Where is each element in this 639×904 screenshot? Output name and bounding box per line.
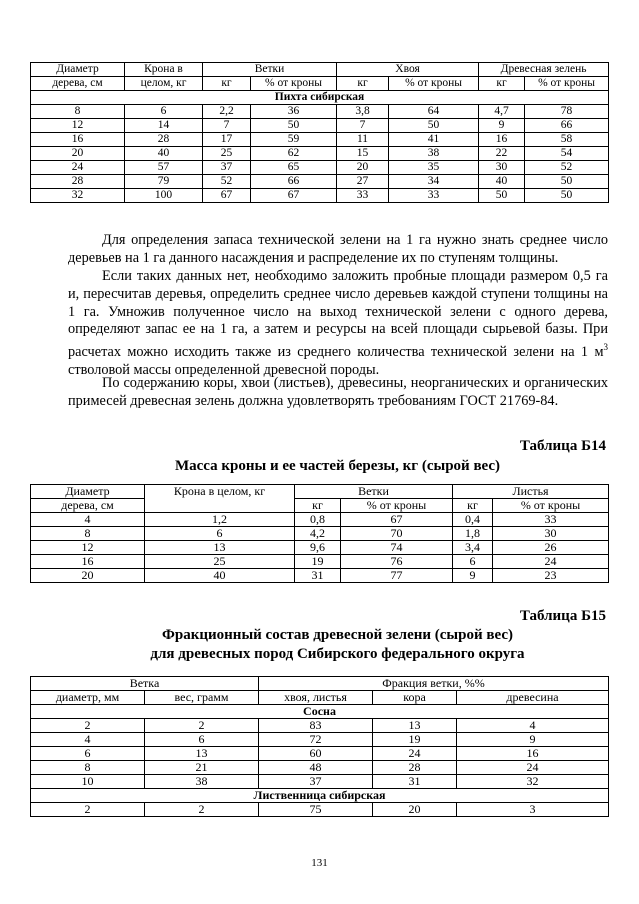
table-cell: 13 bbox=[145, 747, 259, 761]
table-cell: 67 bbox=[341, 513, 453, 527]
table-cell: 75 bbox=[259, 803, 373, 817]
table-cell: 50 bbox=[525, 175, 609, 189]
table-cell: 38 bbox=[389, 147, 479, 161]
table-cell: 36 bbox=[251, 105, 337, 119]
table-row bbox=[31, 105, 609, 119]
table-cell: 28 bbox=[373, 761, 457, 775]
b14-subheader-kg: кг bbox=[453, 499, 493, 513]
table-cell: 13 bbox=[145, 541, 295, 555]
table-cell: 27 bbox=[337, 175, 389, 189]
b14-subheader-kg: кг bbox=[295, 499, 341, 513]
table-cell: 9,6 bbox=[295, 541, 341, 555]
table-cell: 22 bbox=[479, 147, 525, 161]
table-cell: 11 bbox=[337, 133, 389, 147]
subheader-kg: кг bbox=[203, 77, 251, 91]
table-cell: 67 bbox=[251, 189, 337, 203]
table-cell: 6 bbox=[145, 733, 259, 747]
table-cell: 28 bbox=[31, 175, 125, 189]
table-cell: 70 bbox=[341, 527, 453, 541]
table-cell: 54 bbox=[525, 147, 609, 161]
table-row bbox=[31, 189, 609, 203]
b15-weight-header: вес, грамм bbox=[145, 691, 259, 705]
table-cell: 4 bbox=[31, 733, 145, 747]
table-cell: 31 bbox=[373, 775, 457, 789]
table-row bbox=[31, 161, 609, 175]
table-cell: 3,4 bbox=[453, 541, 493, 555]
b14-subheader-pct: % от кроны bbox=[493, 499, 609, 513]
table-cell: 19 bbox=[295, 555, 341, 569]
col-greenery-header: Древесная зелень bbox=[479, 63, 609, 77]
subheader-pct: % от кроны bbox=[389, 77, 479, 91]
table-cell: 65 bbox=[251, 161, 337, 175]
table-cell: 9 bbox=[479, 119, 525, 133]
table-cell: 8 bbox=[31, 761, 145, 775]
table-cell: 17 bbox=[203, 133, 251, 147]
b15-fraction-header: Фракция ветки, %% bbox=[259, 677, 609, 691]
table-b15-title-2: для древесных пород Сибирского федерального округа bbox=[150, 646, 525, 662]
table-cell: 25 bbox=[145, 555, 295, 569]
table-cell: 7 bbox=[337, 119, 389, 133]
table-cell: 19 bbox=[373, 733, 457, 747]
table-cell: 24 bbox=[493, 555, 609, 569]
table-cell: 8 bbox=[31, 105, 125, 119]
birch-table bbox=[30, 484, 609, 583]
table-cell: 20 bbox=[373, 803, 457, 817]
col-crown-header-2: целом, кг bbox=[125, 77, 203, 91]
table-cell: 24 bbox=[31, 161, 125, 175]
table-cell: 64 bbox=[389, 105, 479, 119]
table-row bbox=[31, 555, 609, 569]
table-cell: 16 bbox=[479, 133, 525, 147]
paragraph-1: Для определения запаса технической зелени на 1 га нужно знать среднее число деревьев на 1 га данного насаждения и распределение их по ступеням толщины. bbox=[68, 232, 608, 266]
b14-leaves-header: Листья bbox=[453, 485, 609, 499]
table-cell: 77 bbox=[341, 569, 453, 583]
table-cell: 31 bbox=[295, 569, 341, 583]
table-row bbox=[31, 775, 609, 789]
table-cell: 16 bbox=[457, 747, 609, 761]
table-cell: 60 bbox=[259, 747, 373, 761]
subheader-pct: % от кроны bbox=[251, 77, 337, 91]
b14-diameter-header: Диаметр bbox=[31, 485, 145, 499]
b14-subheader-pct: % от кроны bbox=[341, 499, 453, 513]
table-cell: 33 bbox=[337, 189, 389, 203]
table-cell: 20 bbox=[31, 569, 145, 583]
table-cell: 59 bbox=[251, 133, 337, 147]
table-cell: 23 bbox=[493, 569, 609, 583]
table-cell: 25 bbox=[203, 147, 251, 161]
table-cell: 6 bbox=[125, 105, 203, 119]
table-cell: 32 bbox=[457, 775, 609, 789]
table-cell: 40 bbox=[479, 175, 525, 189]
paragraph-3: По содержанию коры, хвои (листьев), древесины, неорганических и органических примесей древесная зелень должна удовлетворять требованиям ГОСТ 21769-84. bbox=[68, 375, 608, 409]
fir-table bbox=[30, 62, 609, 203]
section-pine: Сосна bbox=[31, 705, 609, 719]
table-cell: 4 bbox=[31, 513, 145, 527]
table-row bbox=[31, 513, 609, 527]
table-b15-title-1: Фракционный состав древесной зелени (сырой вес) bbox=[162, 627, 513, 643]
table-row bbox=[31, 747, 609, 761]
table-cell: 6 bbox=[453, 555, 493, 569]
table-cell: 35 bbox=[389, 161, 479, 175]
table-cell: 66 bbox=[251, 175, 337, 189]
table-cell: 72 bbox=[259, 733, 373, 747]
b15-wood-header: древесина bbox=[457, 691, 609, 705]
table-cell: 12 bbox=[31, 541, 145, 555]
col-needles-header: Хвоя bbox=[337, 63, 479, 77]
table-cell: 52 bbox=[525, 161, 609, 175]
table-row bbox=[31, 569, 609, 583]
table-cell: 13 bbox=[373, 719, 457, 733]
paragraph-2-text-end: стволовой массы определенной древесной породы. bbox=[68, 361, 380, 378]
table-cell: 32 bbox=[31, 189, 125, 203]
col-branches-header: Ветки bbox=[203, 63, 337, 77]
table-cell: 9 bbox=[453, 569, 493, 583]
table-cell: 4,7 bbox=[479, 105, 525, 119]
table-row bbox=[31, 803, 609, 817]
b15-diameter-header: диаметр, мм bbox=[31, 691, 145, 705]
table-row bbox=[31, 119, 609, 133]
subheader-kg: кг bbox=[479, 77, 525, 91]
paragraph-2-text: Если таких данных нет, необходимо заложить пробные площади размером 0,5 га и, пересчитав деревья, определить среднее число деревьев каждой ступени толщины на 1 га. Умножив полученное число на выход технической зелени с одного дерева, определяют запас ее на 1 га, а затем и ресурсы на всей площади сырьевой базы. При расчетах можно исходить также из среднего количества технической зелени на 1 м bbox=[68, 268, 608, 360]
section-fir: Пихта сибирская bbox=[31, 91, 609, 105]
table-cell: 6 bbox=[145, 527, 295, 541]
table-row bbox=[31, 133, 609, 147]
table-row bbox=[31, 175, 609, 189]
table-cell: 66 bbox=[525, 119, 609, 133]
fraction-table bbox=[30, 676, 609, 817]
table-cell: 40 bbox=[145, 569, 295, 583]
table-cell: 67 bbox=[203, 189, 251, 203]
paragraph-2 bbox=[68, 268, 608, 380]
table-cell: 7 bbox=[203, 119, 251, 133]
table-row bbox=[31, 527, 609, 541]
table-cell: 2 bbox=[145, 719, 259, 733]
table-cell: 2,2 bbox=[203, 105, 251, 119]
table-cell: 40 bbox=[125, 147, 203, 161]
table-cell: 76 bbox=[341, 555, 453, 569]
table-cell: 28 bbox=[125, 133, 203, 147]
table-cell: 100 bbox=[125, 189, 203, 203]
table-row bbox=[31, 733, 609, 747]
table-cell: 3 bbox=[457, 803, 609, 817]
table-cell: 79 bbox=[125, 175, 203, 189]
table-cell: 9 bbox=[457, 733, 609, 747]
table-cell: 2 bbox=[31, 803, 145, 817]
table-cell: 4 bbox=[457, 719, 609, 733]
table-cell: 30 bbox=[493, 527, 609, 541]
col-crown-header: Крона в bbox=[125, 63, 203, 77]
table-row bbox=[31, 761, 609, 775]
table-b15-label: Таблица Б15 bbox=[519, 608, 606, 624]
table-cell: 12 bbox=[31, 119, 125, 133]
table-cell: 41 bbox=[389, 133, 479, 147]
table-cell: 6 bbox=[31, 747, 145, 761]
table-cell: 15 bbox=[337, 147, 389, 161]
table-cell: 52 bbox=[203, 175, 251, 189]
table-cell: 20 bbox=[31, 147, 125, 161]
table-cell: 48 bbox=[259, 761, 373, 775]
table-cell: 50 bbox=[525, 189, 609, 203]
b14-crown-header: Крона в целом, кг bbox=[145, 485, 295, 513]
table-cell: 26 bbox=[493, 541, 609, 555]
table-cell: 16 bbox=[31, 555, 145, 569]
table-cell: 58 bbox=[525, 133, 609, 147]
table-cell: 3,8 bbox=[337, 105, 389, 119]
table-row bbox=[31, 719, 609, 733]
col-diameter-header-2: дерева, см bbox=[31, 77, 125, 91]
table-cell: 37 bbox=[259, 775, 373, 789]
table-cell: 50 bbox=[251, 119, 337, 133]
table-cell: 0,8 bbox=[295, 513, 341, 527]
table-cell: 2 bbox=[31, 719, 145, 733]
table-cell: 33 bbox=[389, 189, 479, 203]
table-cell: 24 bbox=[373, 747, 457, 761]
table-cell: 24 bbox=[457, 761, 609, 775]
table-cell: 83 bbox=[259, 719, 373, 733]
b14-diameter-header-2: дерева, см bbox=[31, 499, 145, 513]
table-cell: 33 bbox=[493, 513, 609, 527]
table-cell: 14 bbox=[125, 119, 203, 133]
table-cell: 21 bbox=[145, 761, 259, 775]
b14-branches-header: Ветки bbox=[295, 485, 453, 499]
table-cell: 34 bbox=[389, 175, 479, 189]
table-cell: 10 bbox=[31, 775, 145, 789]
table-cell: 20 bbox=[337, 161, 389, 175]
table-row bbox=[31, 147, 609, 161]
superscript-3: 3 bbox=[603, 342, 608, 353]
table-row bbox=[31, 541, 609, 555]
col-diameter-header: Диаметр bbox=[31, 63, 125, 77]
table-cell: 37 bbox=[203, 161, 251, 175]
table-cell: 8 bbox=[31, 527, 145, 541]
table-cell: 50 bbox=[479, 189, 525, 203]
subheader-kg: кг bbox=[337, 77, 389, 91]
table-cell: 30 bbox=[479, 161, 525, 175]
b15-bark-header: кора bbox=[373, 691, 457, 705]
table-cell: 38 bbox=[145, 775, 259, 789]
table-cell: 50 bbox=[389, 119, 479, 133]
table-cell: 16 bbox=[31, 133, 125, 147]
table-cell: 1,2 bbox=[145, 513, 295, 527]
table-cell: 62 bbox=[251, 147, 337, 161]
section-larch: Лиственница сибирская bbox=[31, 789, 609, 803]
table-cell: 0,4 bbox=[453, 513, 493, 527]
table-cell: 57 bbox=[125, 161, 203, 175]
table-cell: 74 bbox=[341, 541, 453, 555]
table-b14-label: Таблица Б14 bbox=[519, 438, 606, 454]
subheader-pct: % от кроны bbox=[525, 77, 609, 91]
b15-needles-header: хвоя, листья bbox=[259, 691, 373, 705]
table-b14-title: Масса кроны и ее частей березы, кг (сырой вес) bbox=[174, 458, 501, 474]
table-cell: 4,2 bbox=[295, 527, 341, 541]
b15-branch-header: Ветка bbox=[31, 677, 259, 691]
table-cell: 78 bbox=[525, 105, 609, 119]
table-cell: 1,8 bbox=[453, 527, 493, 541]
table-cell: 2 bbox=[145, 803, 259, 817]
page-number: 131 bbox=[311, 857, 328, 869]
